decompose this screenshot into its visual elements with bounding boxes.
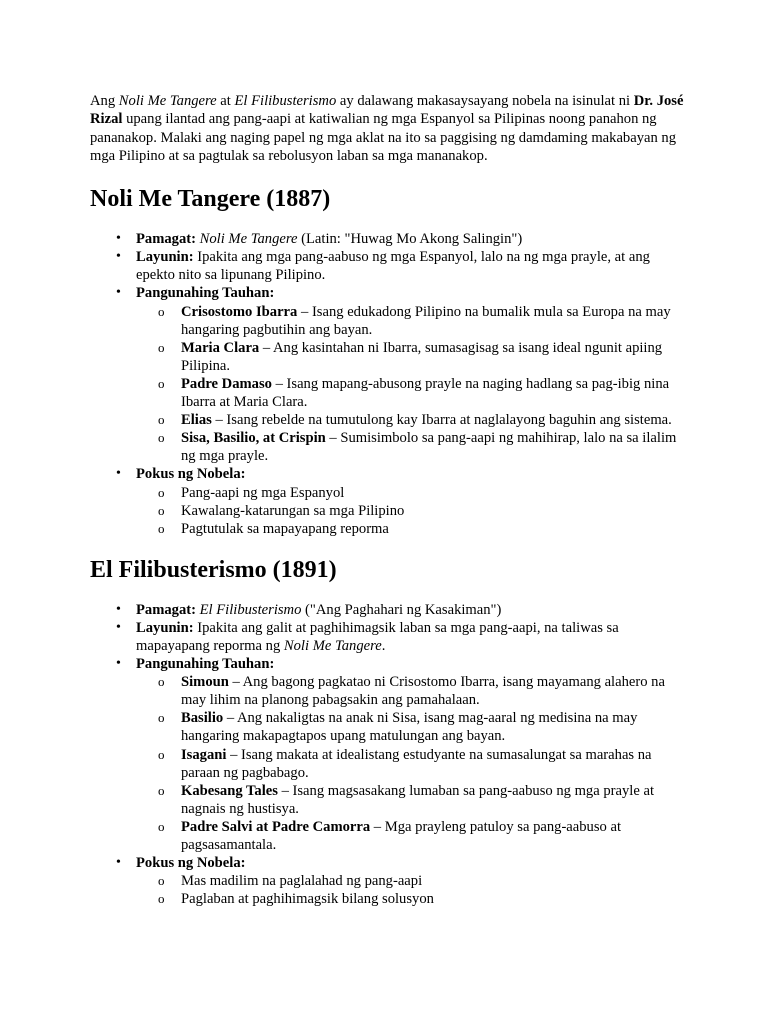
intro-paragraph [90, 92, 690, 165]
pokus-item: o Paglaban at paghihimagsik bilang solusyon [136, 890, 690, 908]
layunin-text: Ipakita ang mga pang-aabuso ng mga Espanyol, lalo na ng mga prayle, at ang epekto nito sa lipunang Pilipino. [136, 249, 650, 284]
character-desc: – Isang mapang-abusong prayle na naging hadlang sa pag-ibig nina Ibarra at Maria Clara. [181, 375, 670, 411]
character-name: Kabesang Tales [181, 782, 278, 799]
character-desc: – Ang nakaligtas na anak ni Sisa, isang mag-aaral ng medisina na may hangaring makapagtapos upang matulungan ang bayan. [181, 710, 638, 745]
character-desc: – Sumisimbolo sa pang-aapi ng mahihirap, lalo na sa ilalim ng mga prayle. [181, 430, 677, 465]
fili-heading: El Filibusterismo (1891) [90, 556, 337, 583]
character-name: Crisostomo Ibarra [181, 303, 298, 320]
character-name: Basilio [181, 710, 224, 727]
pokus-item: o Pang-aapi ng mga Espanyol [136, 484, 690, 502]
character-desc: – Isang magsasakang lumaban sa pang-aabuso ng mga prayle at nagnais ng hustisya. [181, 782, 654, 817]
noli-pokus-list [136, 484, 690, 538]
character-name: Sisa, Basilio, at Crispin [181, 430, 326, 447]
character-name: Maria Clara [181, 339, 260, 356]
character-item [136, 782, 690, 818]
pokus-label: Pokus ng Nobela: [136, 466, 246, 483]
intro-text: Ang [90, 93, 119, 109]
layunin-end: . [381, 637, 386, 654]
fili-pamagat-item [90, 601, 690, 619]
noli-layunin-item [90, 248, 690, 284]
character-item [136, 429, 690, 465]
character-item [136, 303, 690, 339]
tauhan-label: Pangunahing Tauhan: [136, 285, 275, 302]
noli-list [90, 230, 690, 538]
intro-text: at [216, 93, 235, 109]
fili-tauhan-item [90, 655, 690, 854]
character-item [136, 746, 690, 782]
character-desc: – Isang rebelde na tumutulong kay Ibarra at naglalayong baguhin ang sistema. [211, 412, 672, 429]
noli-tauhan-item [90, 284, 690, 465]
document-page [90, 92, 690, 908]
pokus-item: o Kawalang-katarungan sa mga Pilipino [136, 502, 690, 520]
pokus-item: o Mas madilim na paglalahad ng pang-aapi [136, 872, 690, 890]
character-item [136, 709, 690, 745]
character-item [136, 818, 690, 854]
fili-pokus-item [90, 854, 690, 908]
layunin-label: Layunin: [136, 619, 194, 636]
character-desc: – Isang makata at idealistang estudyante na sumasalungat sa marahas na paraan ng pagbabago. [181, 746, 652, 781]
noli-heading: Noli Me Tangere (1887) [90, 186, 331, 213]
pamagat-label: Pamagat: [136, 231, 196, 248]
character-desc: – Mga prayleng patuloy sa pang-aabuso at pagsasamantala. [181, 818, 622, 853]
layunin-label: Layunin: [136, 249, 194, 266]
character-item [136, 339, 690, 375]
character-name: Elias [181, 412, 212, 429]
character-item [136, 411, 690, 429]
pokus-label: Pokus ng Nobela: [136, 855, 246, 872]
fili-characters-list [136, 673, 690, 854]
noli-pamagat-item [90, 230, 690, 248]
pokus-item: o Pagtutulak sa mapayapang reporma [136, 520, 690, 538]
pamagat-title: Noli Me Tangere [199, 231, 298, 248]
intro-fili-title: El Filibusterismo [234, 93, 337, 109]
character-item [136, 673, 690, 709]
noli-characters-list [136, 303, 690, 466]
character-name: Padre Damaso [181, 375, 272, 392]
layunin-noli-title: Noli Me Tangere [283, 637, 382, 654]
pamagat-rest: (Latin: "Huwag Mo Akong Salingin") [297, 231, 523, 248]
character-desc: – Isang edukadong Pilipino na bumalik mula sa Europa na may hangaring pagbutihin ang bayan. [181, 303, 671, 338]
noli-pokus-item [90, 465, 690, 537]
intro-text: upang ilantad ang pang-aapi at katiwalian ng mga Espanyol sa Pilipinas noong panahon ng pananakop. Malaki ang naging papel ng mga aklat na ito sa paggising ng damdaming makabayan ng mga Pilipino at sa pagtulak sa rebolusyon laban sa mga mananakop. [90, 111, 677, 164]
character-name: Simoun [181, 674, 229, 691]
fili-pokus-list [136, 872, 690, 908]
fili-list [90, 601, 690, 909]
character-name: Padre Salvi at Padre Camorra [181, 818, 371, 835]
pamagat-rest: ("Ang Paghahari ng Kasakiman") [301, 601, 502, 618]
intro-text: ay dalawang makasaysayang nobela na isinulat ni [336, 93, 634, 109]
character-desc: – Ang bagong pagkatao ni Crisostomo Ibarra, isang mayamang alahero na may lihim na planong pabagsakin ang pamahalaan. [181, 674, 665, 709]
character-desc: – Ang kasintahan ni Ibarra, sumasagisag sa isang ideal ngunit apiing Pilipina. [181, 339, 663, 374]
pamagat-label: Pamagat: [136, 601, 196, 618]
layunin-text: Ipakita ang galit at paghihimagsik laban sa mga pang-aapi, na taliwas sa mapayapang reporma ng [136, 619, 619, 654]
tauhan-label: Pangunahing Tauhan: [136, 656, 275, 673]
character-name: Isagani [181, 746, 227, 763]
character-item [136, 375, 690, 411]
intro-noli-title: Noli Me Tangere [118, 93, 217, 109]
fili-layunin-item [90, 619, 690, 655]
intro-author: Dr. José Rizal [90, 93, 684, 128]
pamagat-title: El Filibusterismo [199, 601, 302, 618]
